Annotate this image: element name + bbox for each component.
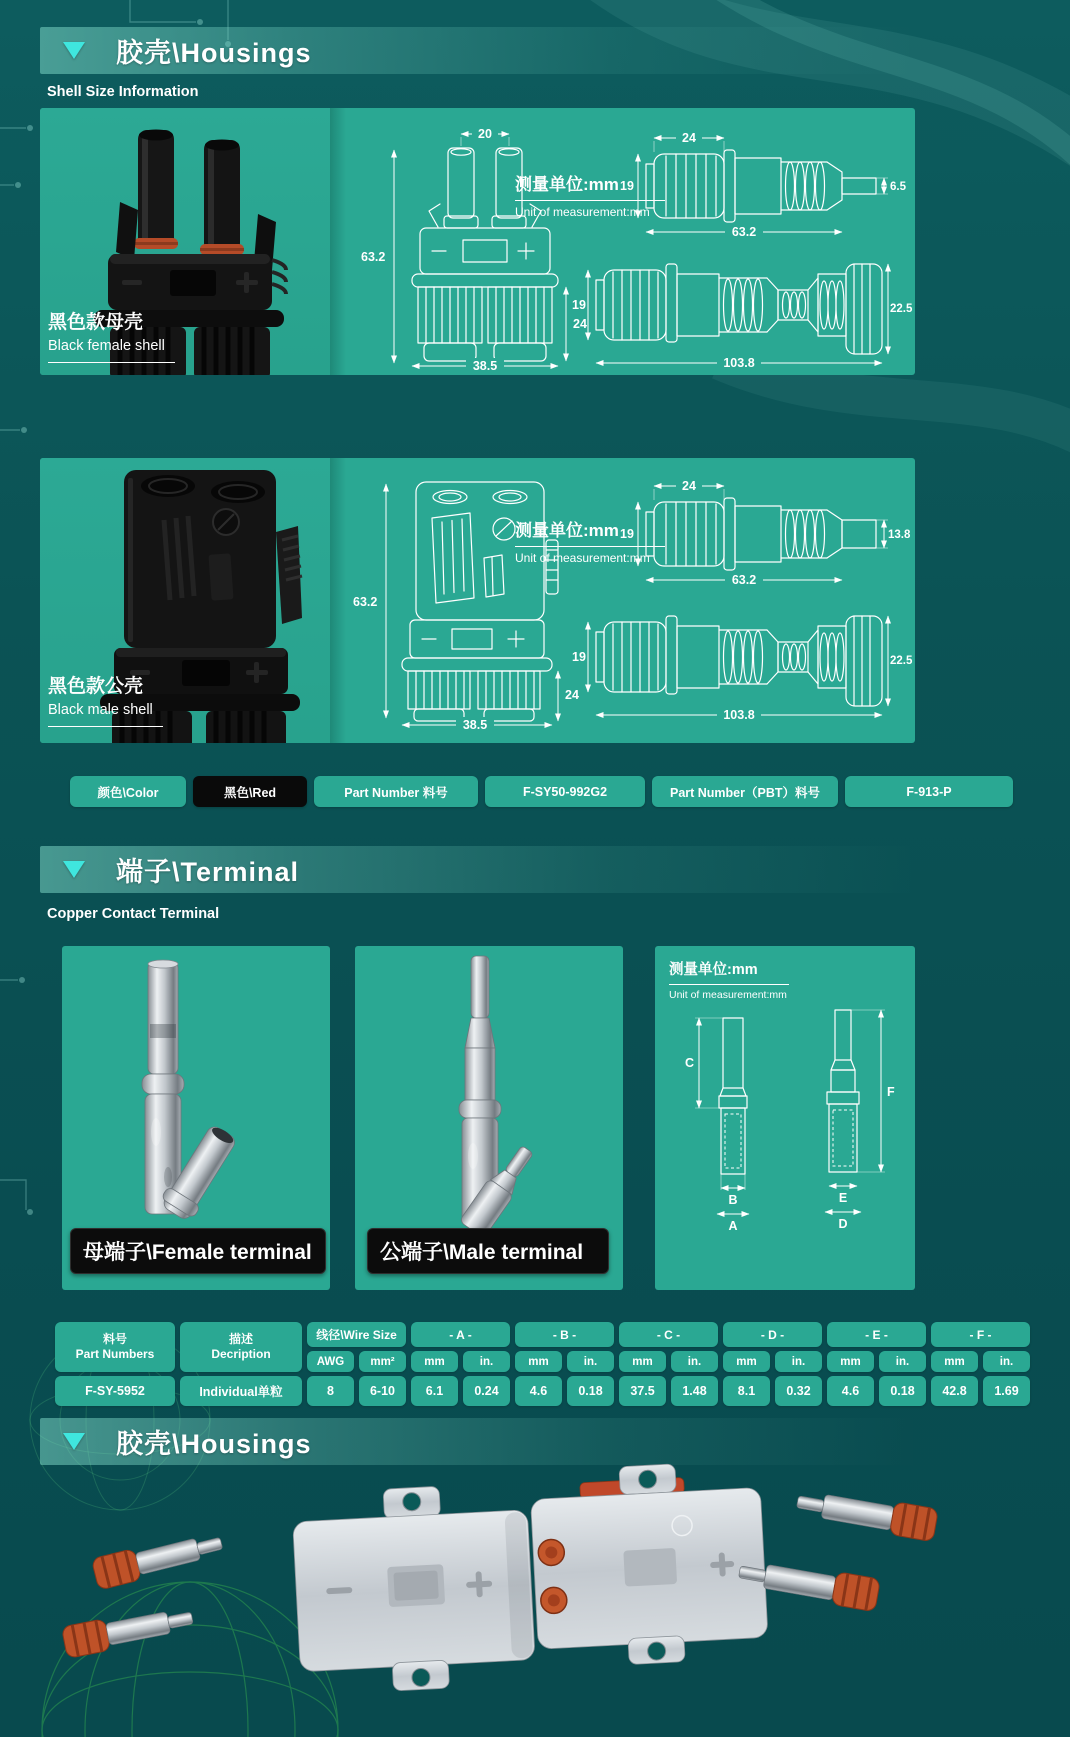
panel-male-shell [40,458,915,743]
dim-side2-bottom: 103.8 [723,708,755,722]
drawing-male-side-top [620,476,915,588]
spec-value-b-in: 0.18 [567,1376,614,1406]
section-subtitle: Copper Contact Terminal [47,906,220,922]
spec-value-f-in: 1.69 [983,1376,1030,1406]
spec-subheader-f-in: in. [983,1351,1030,1372]
spec-subheader-a-mm: mm [411,1351,458,1372]
section-header-terminal [40,846,918,893]
dim-side2-right: 22.5 [890,655,913,667]
spec-subheader-d-mm: mm [723,1351,770,1372]
drawing-male-side-bottom [572,600,915,722]
female-shell-label [48,307,175,363]
dim-side2-bottom: 103.8 [723,356,755,370]
dim-front-top: 20 [478,127,492,141]
female-side2-outline [596,264,882,354]
dim-side1-right: 13.8 [888,529,911,541]
chip-color-value: 黑色\Red [193,776,307,807]
spec-header-group-d: - D - [723,1322,822,1347]
spec-subheader-a-in: in. [463,1351,510,1372]
dim-front-right: 24 [565,688,579,702]
spec-subheader-awg: AWG [307,1351,354,1372]
male-shell-photo-area [40,458,330,743]
spec-value-a-in: 0.24 [463,1376,510,1406]
dim-letter-d: D [838,1217,848,1231]
unit-en: Unit of measurement:mm [669,989,787,1001]
spec-value-description: Individual单粒 [180,1376,302,1406]
dim-front-bottom: 38.5 [472,359,498,372]
panel-seam [330,108,346,375]
chip-color: 颜色\Color [70,776,186,807]
spec-header-group-f: - F - [931,1322,1030,1347]
spec-subheader-e-in: in. [879,1351,926,1372]
housings-product-photo [0,1462,1070,1737]
drawing-female-side-top [620,128,915,240]
spec-header-desc-cn: 描述 [228,1332,253,1346]
spec-subheader-c-mm: mm [619,1351,666,1372]
dim-front-bottom: 38.5 [462,718,488,730]
panel-female-terminal [62,946,330,1290]
spec-value-b-mm: 4.6 [515,1376,562,1406]
terminal-spec-table [55,1322,1030,1406]
spec-value-c-mm: 37.5 [619,1376,666,1406]
female-shell-label-cn: 黑色款母壳 [48,312,144,333]
spec-header-wire-size: 线径\Wire Size [307,1322,406,1347]
spec-value-c-in: 1.48 [671,1376,718,1406]
spec-subheader-f-mm: mm [931,1351,978,1372]
terminal-dimension-drawing [665,1004,905,1284]
section-title: 端子\Terminal [116,857,300,887]
spec-header-part-en: Part Numbers [75,1347,155,1361]
dim-side1-top: 24 [682,479,696,493]
spec-value-a-mm: 6.1 [411,1376,458,1406]
male-side2-outline [596,616,882,706]
spec-subheader-e-mm: mm [827,1351,874,1372]
male-shell-label-en: Black male shell [48,702,153,718]
section-marker-icon [63,861,85,878]
spec-header-group-e: - E - [827,1322,926,1347]
male-side1-outline [646,498,876,570]
male-shell-label-cn: 黑色款公壳 [48,676,144,697]
drawing-female-side-bottom [572,248,915,370]
terminal-with-seal [795,1485,939,1542]
chip-part-number-value: F-SY50-992G2 [485,776,645,807]
female-terminal-photo [62,946,330,1232]
gray-housing-right [529,1462,769,1669]
panel-seam [330,458,346,743]
panel-male-terminal [355,946,623,1290]
dim-letter-e: E [838,1191,848,1205]
panel-terminal-dimensions [655,946,915,1290]
dim-front-left: 63.2 [361,250,386,264]
gray-housing-left [291,1482,536,1696]
section-header-housings-top [40,27,918,74]
spec-header-part-numbers [55,1322,175,1372]
spec-header-desc-en: Decription [211,1347,271,1361]
spec-value-awg: 8 [307,1376,354,1406]
spec-value-part-number: F-SY-5952 [55,1376,175,1406]
spec-value-mm2: 6-10 [359,1376,406,1406]
dim-side1-right: 6.5 [890,181,906,193]
dim-side2-left: 19 [572,650,586,664]
spec-subheader-d-in: in. [775,1351,822,1372]
unit-en: Unit of measurement:mm [515,551,650,565]
dim-letter-c: C [685,1056,695,1070]
spec-subheader-b-mm: mm [515,1351,562,1372]
unit-en: Unit of measurement:mm [515,205,650,219]
spec-subheader-mm2: mm² [359,1351,406,1372]
male-terminal-label: 公端子\Male terminal [367,1228,609,1274]
dim-front-right: 24 [573,317,587,331]
unit-cn: 测量单位:mm [515,516,665,547]
dim-letter-b: B [728,1193,738,1207]
chip-part-number-pbt-value: F-913-P [845,776,1013,807]
terminal-with-seal [91,1528,225,1590]
panel-female-shell [40,108,915,375]
unit-block-terminal [669,958,789,1001]
spec-header-group-a: - A - [411,1322,510,1347]
dim-side1-left: 19 [620,527,634,541]
spec-header-group-b: - B - [515,1322,614,1347]
spec-header-part-cn: 料号 [102,1332,127,1346]
dim-side1-bottom: 63.2 [731,573,757,587]
dim-side2-right: 22.5 [890,303,913,315]
spec-subheader-b-in: in. [567,1351,614,1372]
dim-side2-left: 19 [572,298,586,312]
spec-header-group-c: - C - [619,1322,718,1347]
female-shell-photo-area [40,108,330,375]
spec-header-description [180,1322,302,1372]
unit-cn: 测量单位:mm [515,170,665,201]
spec-value-e-in: 0.18 [879,1376,926,1406]
female-terminal-label: 母端子\Female terminal [70,1228,326,1274]
spec-value-d-mm: 8.1 [723,1376,770,1406]
spec-value-d-in: 0.32 [775,1376,822,1406]
female-shell-label-en: Black female shell [48,338,165,354]
dim-side1-top: 24 [682,131,696,145]
chip-part-number-pbt-label: Part Number（PBT）料号 [652,776,838,807]
section-header-housings-bottom [40,1418,918,1465]
spec-value-f-mm: 42.8 [931,1376,978,1406]
spec-value-e-mm: 4.6 [827,1376,874,1406]
section-title: 胶壳\Housings [116,1429,312,1459]
spec-subheader-c-in: in. [671,1351,718,1372]
section-title: 胶壳\Housings [116,38,312,68]
female-side1-outline [646,150,876,222]
section-marker-icon [63,1433,85,1450]
male-terminal-photo [355,946,623,1232]
dim-side1-bottom: 63.2 [731,225,757,239]
dim-side1-left: 19 [620,179,634,193]
section-marker-icon [63,42,85,59]
section-subtitle: Shell Size Information [47,84,199,100]
unit-cn: 测量单位:mm [669,958,789,985]
male-shell-label [48,671,163,727]
chip-part-number-label: Part Number 料号 [314,776,478,807]
part-number-row [70,776,1013,807]
wireframe-sphere-decor [42,1582,338,1737]
dim-letter-f: F [887,1085,895,1099]
dim-front-left: 63.2 [353,595,378,609]
dim-letter-a: A [728,1219,738,1233]
